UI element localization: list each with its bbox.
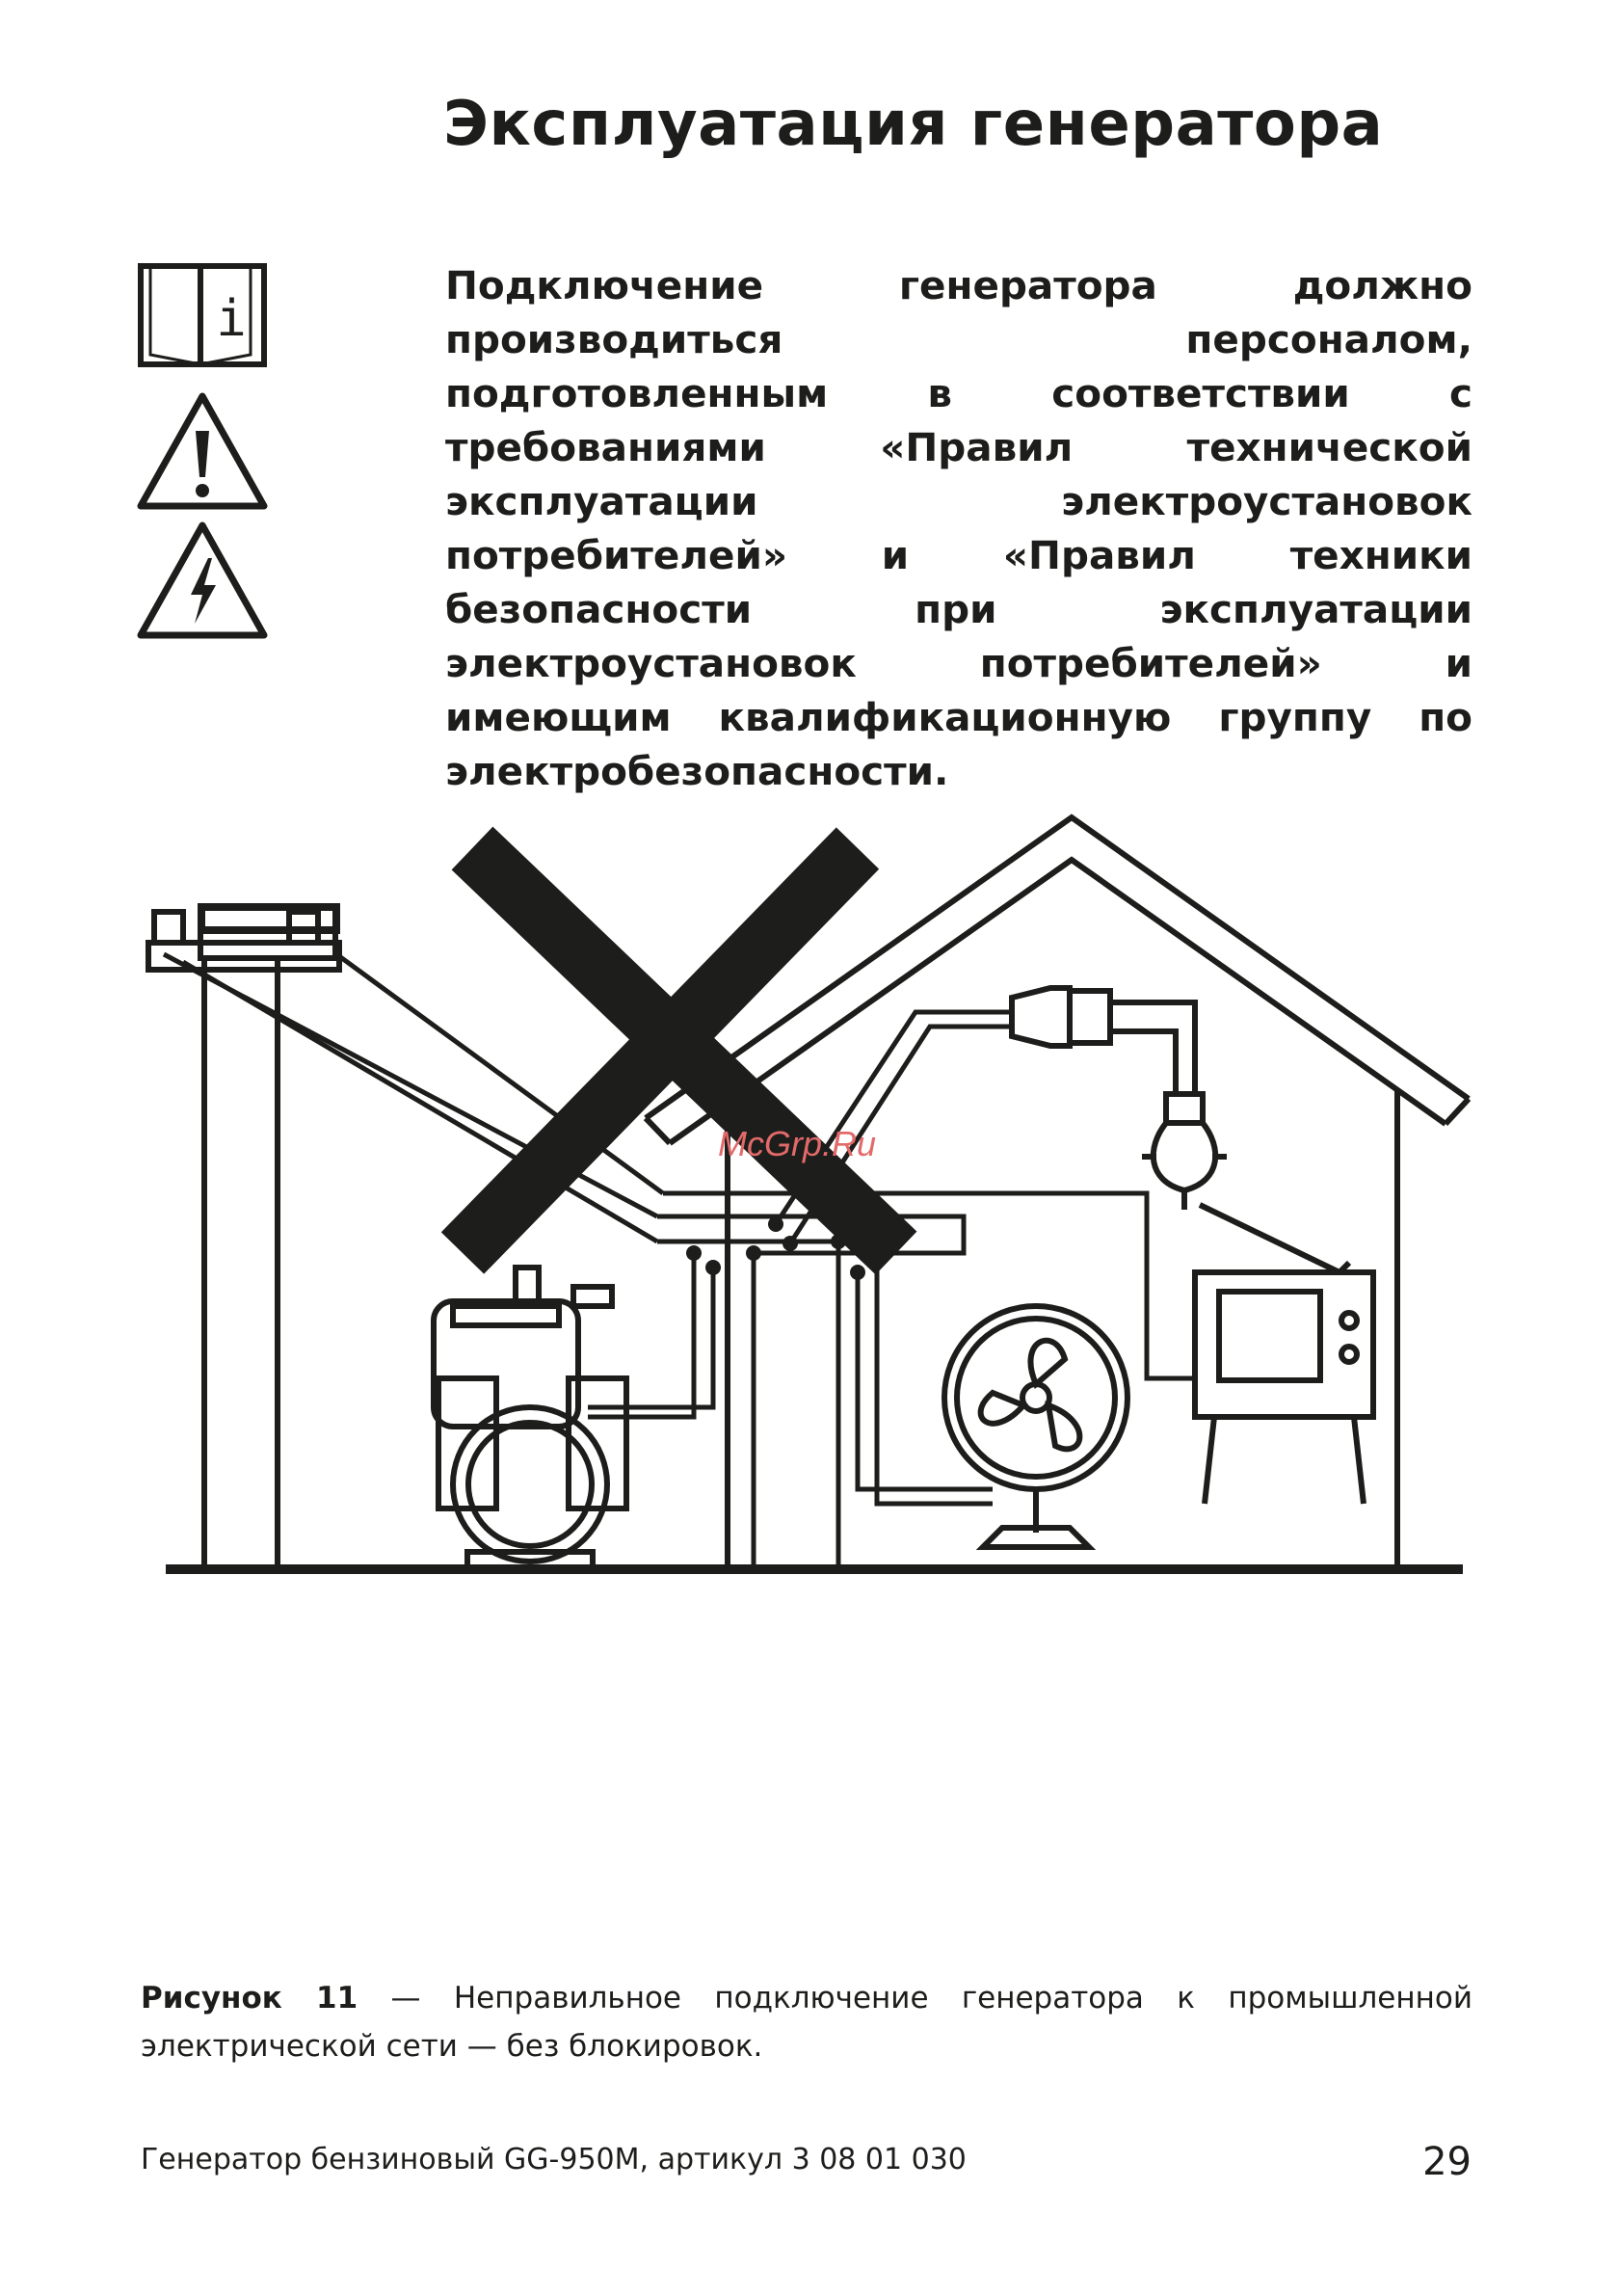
watermark: McGrp.Ru <box>718 1124 877 1163</box>
warning-icons <box>135 260 279 643</box>
warning-paragraph: Подключение генератора должно производиться персоналом, подготовленным в соответствии с требованиями «Правил технической эксплуатации электроустановок потребителей» и «Правил техники безопасности при эксплуатации электроустановок потребителей» и имеющим квалификационную группу по электробезопасности. <box>445 262 1472 794</box>
light-bulb-icon <box>1142 1094 1227 1210</box>
footer-product: Генератор бензиновый GG-950M, артикул 3 08 01 030 <box>141 2143 967 2176</box>
tv-icon <box>1195 1205 1373 1504</box>
page-number: 29 <box>1422 2140 1472 2184</box>
page-title: Эксплуатация генератора <box>443 89 1384 160</box>
fan-icon <box>944 1306 1127 1547</box>
figure-caption <box>141 1974 1472 2070</box>
figure-incorrect-connection <box>145 800 1474 1600</box>
caption-text: — Неправильное подключение генератора к промышленной электрической сети — без блокировок. <box>141 1981 1472 2064</box>
svg-text:i: i <box>216 290 247 348</box>
electric-shock-warning-icon <box>135 520 270 643</box>
manual-info-icon <box>135 260 270 371</box>
plug-socket-icon <box>1012 988 1195 1094</box>
utility-pole-icon <box>148 906 339 1566</box>
caption-label: Рисунок 11 <box>141 1981 358 2016</box>
exclamation-warning-icon <box>135 390 270 514</box>
